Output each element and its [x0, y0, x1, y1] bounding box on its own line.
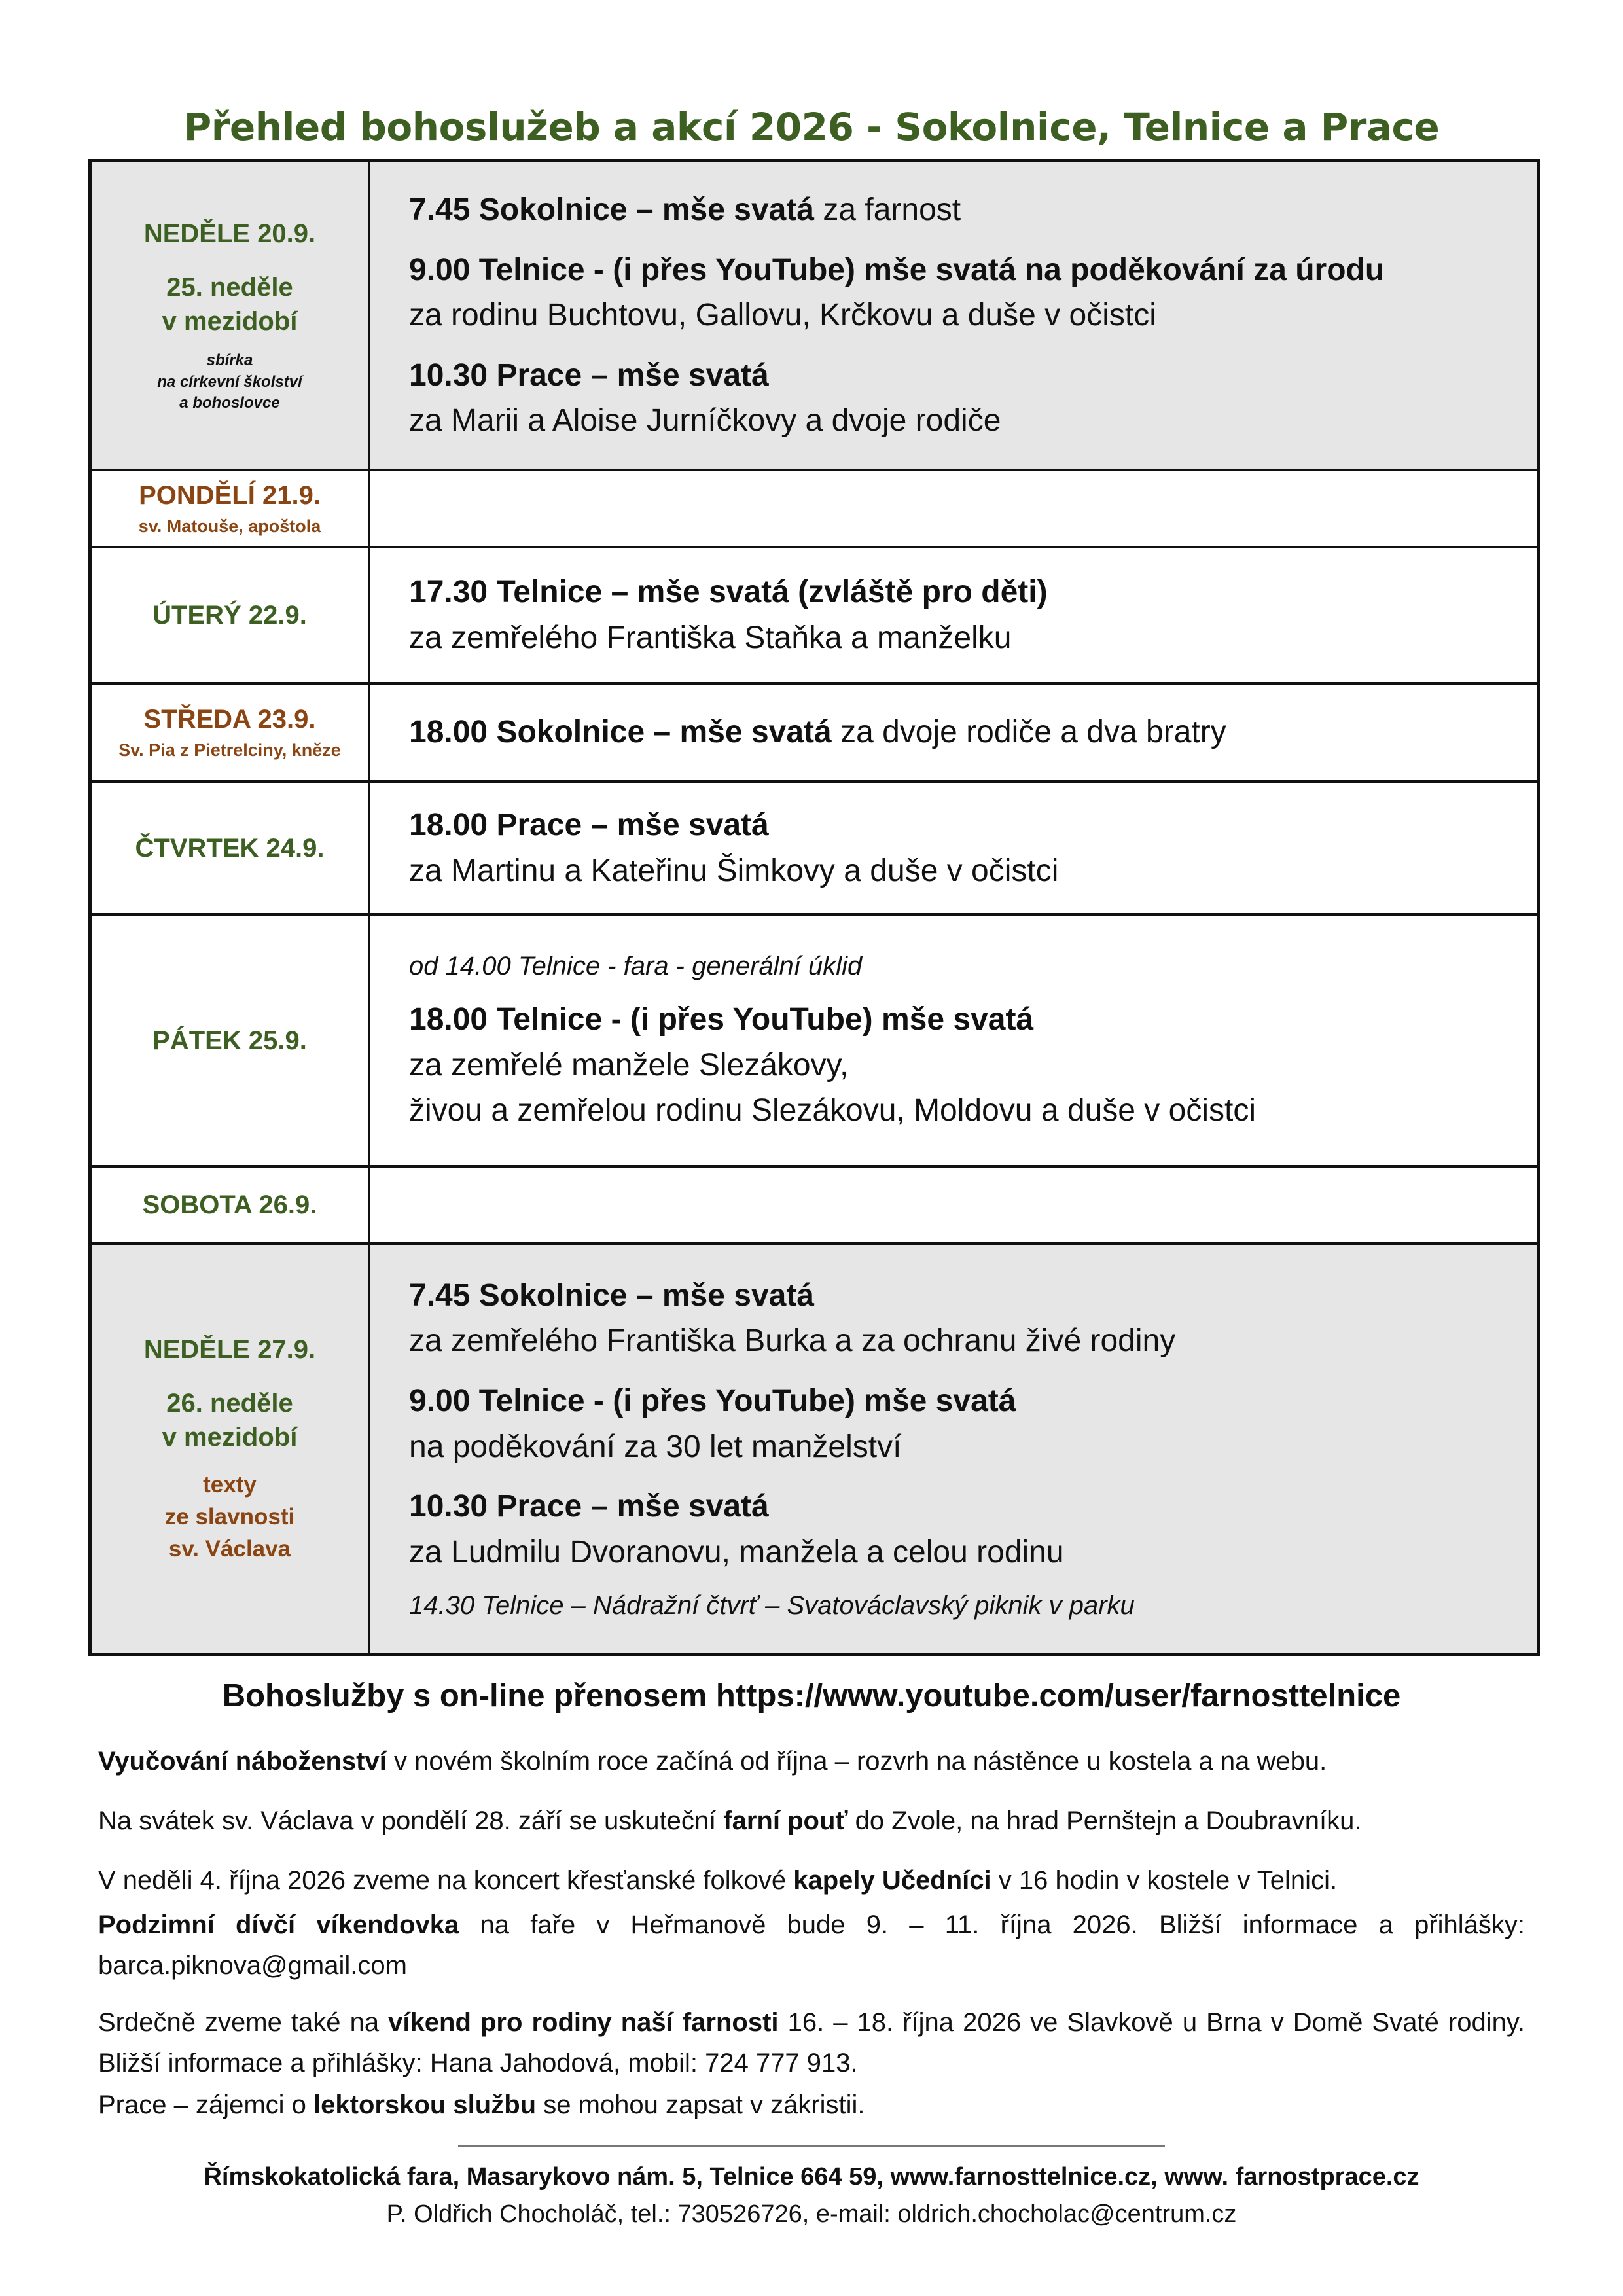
- day-cell: [92, 162, 370, 469]
- event-note: od 14.00 Telnice - fara - generální úklid: [409, 952, 863, 981]
- event-title: 10.30 Prace – mše svatá: [409, 357, 769, 393]
- event: [409, 247, 1524, 338]
- day-cell: [92, 1245, 370, 1653]
- page-title: Přehled bohoslužeb a akcí 2026 - Sokolnice, Telnice a Prace: [183, 105, 1440, 149]
- note-line: a bohoslovce: [179, 394, 280, 412]
- announcement-bold: Vyučování náboženství: [98, 1747, 387, 1776]
- events-cell: [370, 783, 1537, 913]
- event-title: 9.00 Telnice - (i přes YouTube) mše svatá na poděkování za úrodu: [409, 252, 1385, 287]
- day-label: SOBOTA 26.9.: [142, 1191, 317, 1219]
- event-intention: za Martinu a Kateřinu Šimkovy a duše v očistci: [409, 853, 1059, 888]
- announcement-text: V neděli 4. října 2026 zveme na koncert křesťanské folkové: [98, 1866, 794, 1895]
- day-label: PÁTEK 25.9.: [152, 1026, 307, 1055]
- announcement: [98, 2002, 1525, 2083]
- events-cell-empty: [370, 1168, 1537, 1242]
- announcement-text: 16. – 18. října 2026 ve Slavkově u Brna v Domě Svaté rodiny. Bližší informace a přihlášky: Hana Jahodová, mobil: 724 777 913.: [98, 2008, 1525, 2077]
- announcement-bold: farní pouť: [723, 1806, 848, 1835]
- announcement-text: Srdečně zveme také na: [98, 2008, 389, 2037]
- announcement: [98, 1860, 1525, 1901]
- events-cell: [370, 1245, 1537, 1653]
- note-line: na církevní školství: [157, 372, 302, 391]
- day-label: NEDĚLE 27.9.: [143, 1335, 316, 1364]
- footer-divider: [458, 2145, 1165, 2147]
- announcement-text: do Zvole, na hrad Pernštejn a Doubravníku.: [847, 1806, 1362, 1835]
- announcement-text: se mohou zapsat v zákristii.: [536, 2090, 865, 2119]
- day-label: STŘEDA 23.9.: [143, 705, 316, 734]
- liturgical-day: 25. neděle: [166, 273, 293, 302]
- events-cell: [370, 916, 1537, 1165]
- event-intention: na poděkování za 30 let manželství: [409, 1429, 902, 1464]
- note-line: sbírka: [206, 351, 253, 370]
- table-row-sunday-20: [92, 162, 1537, 471]
- event: [409, 1273, 1524, 1364]
- announcement-bold: kapely Učedníci: [793, 1866, 991, 1895]
- table-row-thursday: [92, 783, 1537, 916]
- announcement-text: na faře v Heřmanově bude 9. – 11. října 2026. Bližší informace a přihlášky: barca.piknova@gmail.com: [98, 1910, 1525, 1980]
- event-title: 10.30 Prace – mše svatá: [409, 1489, 769, 1524]
- event-intention-line2: živou a zemřelou rodinu Slezákovu, Moldovu a duše v očistci: [409, 1093, 1256, 1128]
- events-cell: [370, 162, 1537, 469]
- event: [409, 997, 1524, 1134]
- readings-note: [165, 1469, 294, 1565]
- event-note: 14.30 Telnice – Nádražní čtvrť – Svatováclavský piknik v parku: [409, 1591, 1135, 1621]
- day-cell: [92, 548, 370, 682]
- events-cell-empty: [370, 471, 1537, 546]
- liturgical-day-line2: v mezidobí: [162, 1423, 298, 1452]
- event-title: 7.45 Sokolnice – mše svatá: [409, 1278, 815, 1313]
- event-title: 18.00 Prace – mše svatá: [409, 807, 769, 842]
- table-row-friday: [92, 916, 1537, 1168]
- event-intention: za Marii a Aloise Jurníčkovy a dvoje rodiče: [409, 403, 1001, 439]
- event-intention: za Ludmilu Dvoranovu, manžela a celou rodinu: [409, 1534, 1064, 1570]
- liturgical-day: 26. neděle: [166, 1389, 293, 1418]
- collection-note: [157, 350, 302, 414]
- events-cell: [370, 685, 1537, 780]
- announcement-text: Na svátek sv. Václava v pondělí 28. září se uskuteční: [98, 1806, 724, 1835]
- parish-address: Římskokatolická fara, Masarykovo nám. 5, Telnice 664 59, www.farnosttelnice.cz, www. farnostprace.cz: [204, 2163, 1419, 2191]
- event: [409, 802, 1524, 893]
- note-line: sv. Václava: [168, 1536, 291, 1562]
- priest-contact: P. Oldřich Chocholáč, tel.: 730526726, e-mail: oldrich.chocholac@centrum.cz: [386, 2200, 1237, 2228]
- announcement: [98, 1741, 1525, 1782]
- schedule-table: [88, 159, 1540, 1656]
- liturgical-day-line2: v mezidobí: [162, 307, 298, 336]
- announcement-text: Prace – zájemci o: [98, 2090, 314, 2119]
- event-intention: za zemřelého Františka Burka a za ochranu živé rodiny: [409, 1323, 1176, 1359]
- announcement: [98, 2085, 1525, 2125]
- day-cell: [92, 685, 370, 780]
- online-broadcast-note: Bohoslužby s on-line přenosem https://www.youtube.com/user/farnosttelnice: [222, 1678, 1401, 1713]
- event-intention: za zemřelé manžele Slezákovy,: [409, 1047, 849, 1083]
- announcement-text: v novém školním roce začíná od října – rozvrh na nástěnce u kostela a na webu.: [386, 1747, 1327, 1776]
- event-intention: za dvoje rodiče a dva bratry: [831, 715, 1226, 750]
- event-intention: za rodinu Buchtovu, Gallovu, Krčkovu a duše v očistci: [409, 298, 1156, 333]
- note-line: texty: [203, 1472, 257, 1498]
- event-title: 7.45 Sokolnice – mše svatá: [409, 192, 815, 228]
- table-row-saturday: [92, 1168, 1537, 1245]
- table-row-tuesday: [92, 548, 1537, 685]
- event-intention: za zemřelého Františka Staňka a manželku: [409, 620, 1012, 655]
- table-row-sunday-27: [92, 1245, 1537, 1653]
- announcement: [98, 1801, 1525, 1841]
- event-title: 17.30 Telnice – mše svatá (zvláště pro děti): [409, 575, 1048, 610]
- day-label: ČTVRTEK 24.9.: [135, 833, 325, 863]
- event-title: 9.00 Telnice - (i přes YouTube) mše svatá: [409, 1383, 1016, 1418]
- day-cell: [92, 1168, 370, 1242]
- event: [409, 353, 1524, 444]
- table-row-wednesday: [92, 685, 1537, 783]
- announcement-text: v 16 hodin v kostele v Telnici.: [991, 1866, 1338, 1895]
- event: [409, 187, 1524, 233]
- day-cell: [92, 471, 370, 546]
- day-cell: [92, 783, 370, 913]
- event-title: 18.00 Telnice - (i přes YouTube) mše svatá: [409, 1002, 1034, 1037]
- announcement-bold: víkend pro rodiny naší farnosti: [388, 2008, 779, 2037]
- saint-feast: sv. Matouše, apoštola: [138, 516, 321, 537]
- announcement-bold: Podzimní dívčí víkendovka: [98, 1910, 459, 1939]
- event-intention: za farnost: [814, 192, 961, 228]
- saint-feast: Sv. Pia z Pietrelciny, kněze: [118, 740, 341, 761]
- event: [409, 1378, 1524, 1469]
- event: [409, 709, 1524, 755]
- announcement-bold: lektorskou službu: [313, 2090, 537, 2119]
- event-title: 18.00 Sokolnice – mše svatá: [409, 715, 832, 750]
- day-label: PONDĚLÍ 21.9.: [139, 481, 321, 511]
- event: [409, 1484, 1524, 1575]
- day-label: ÚTERÝ 22.9.: [152, 601, 307, 630]
- day-label: NEDĚLE 20.9.: [143, 219, 316, 249]
- note-line: ze slavnosti: [164, 1504, 295, 1530]
- announcement: [98, 1905, 1525, 1986]
- day-cell: [92, 916, 370, 1165]
- table-row-monday: [92, 471, 1537, 548]
- event: [409, 569, 1524, 660]
- events-cell: [370, 548, 1537, 682]
